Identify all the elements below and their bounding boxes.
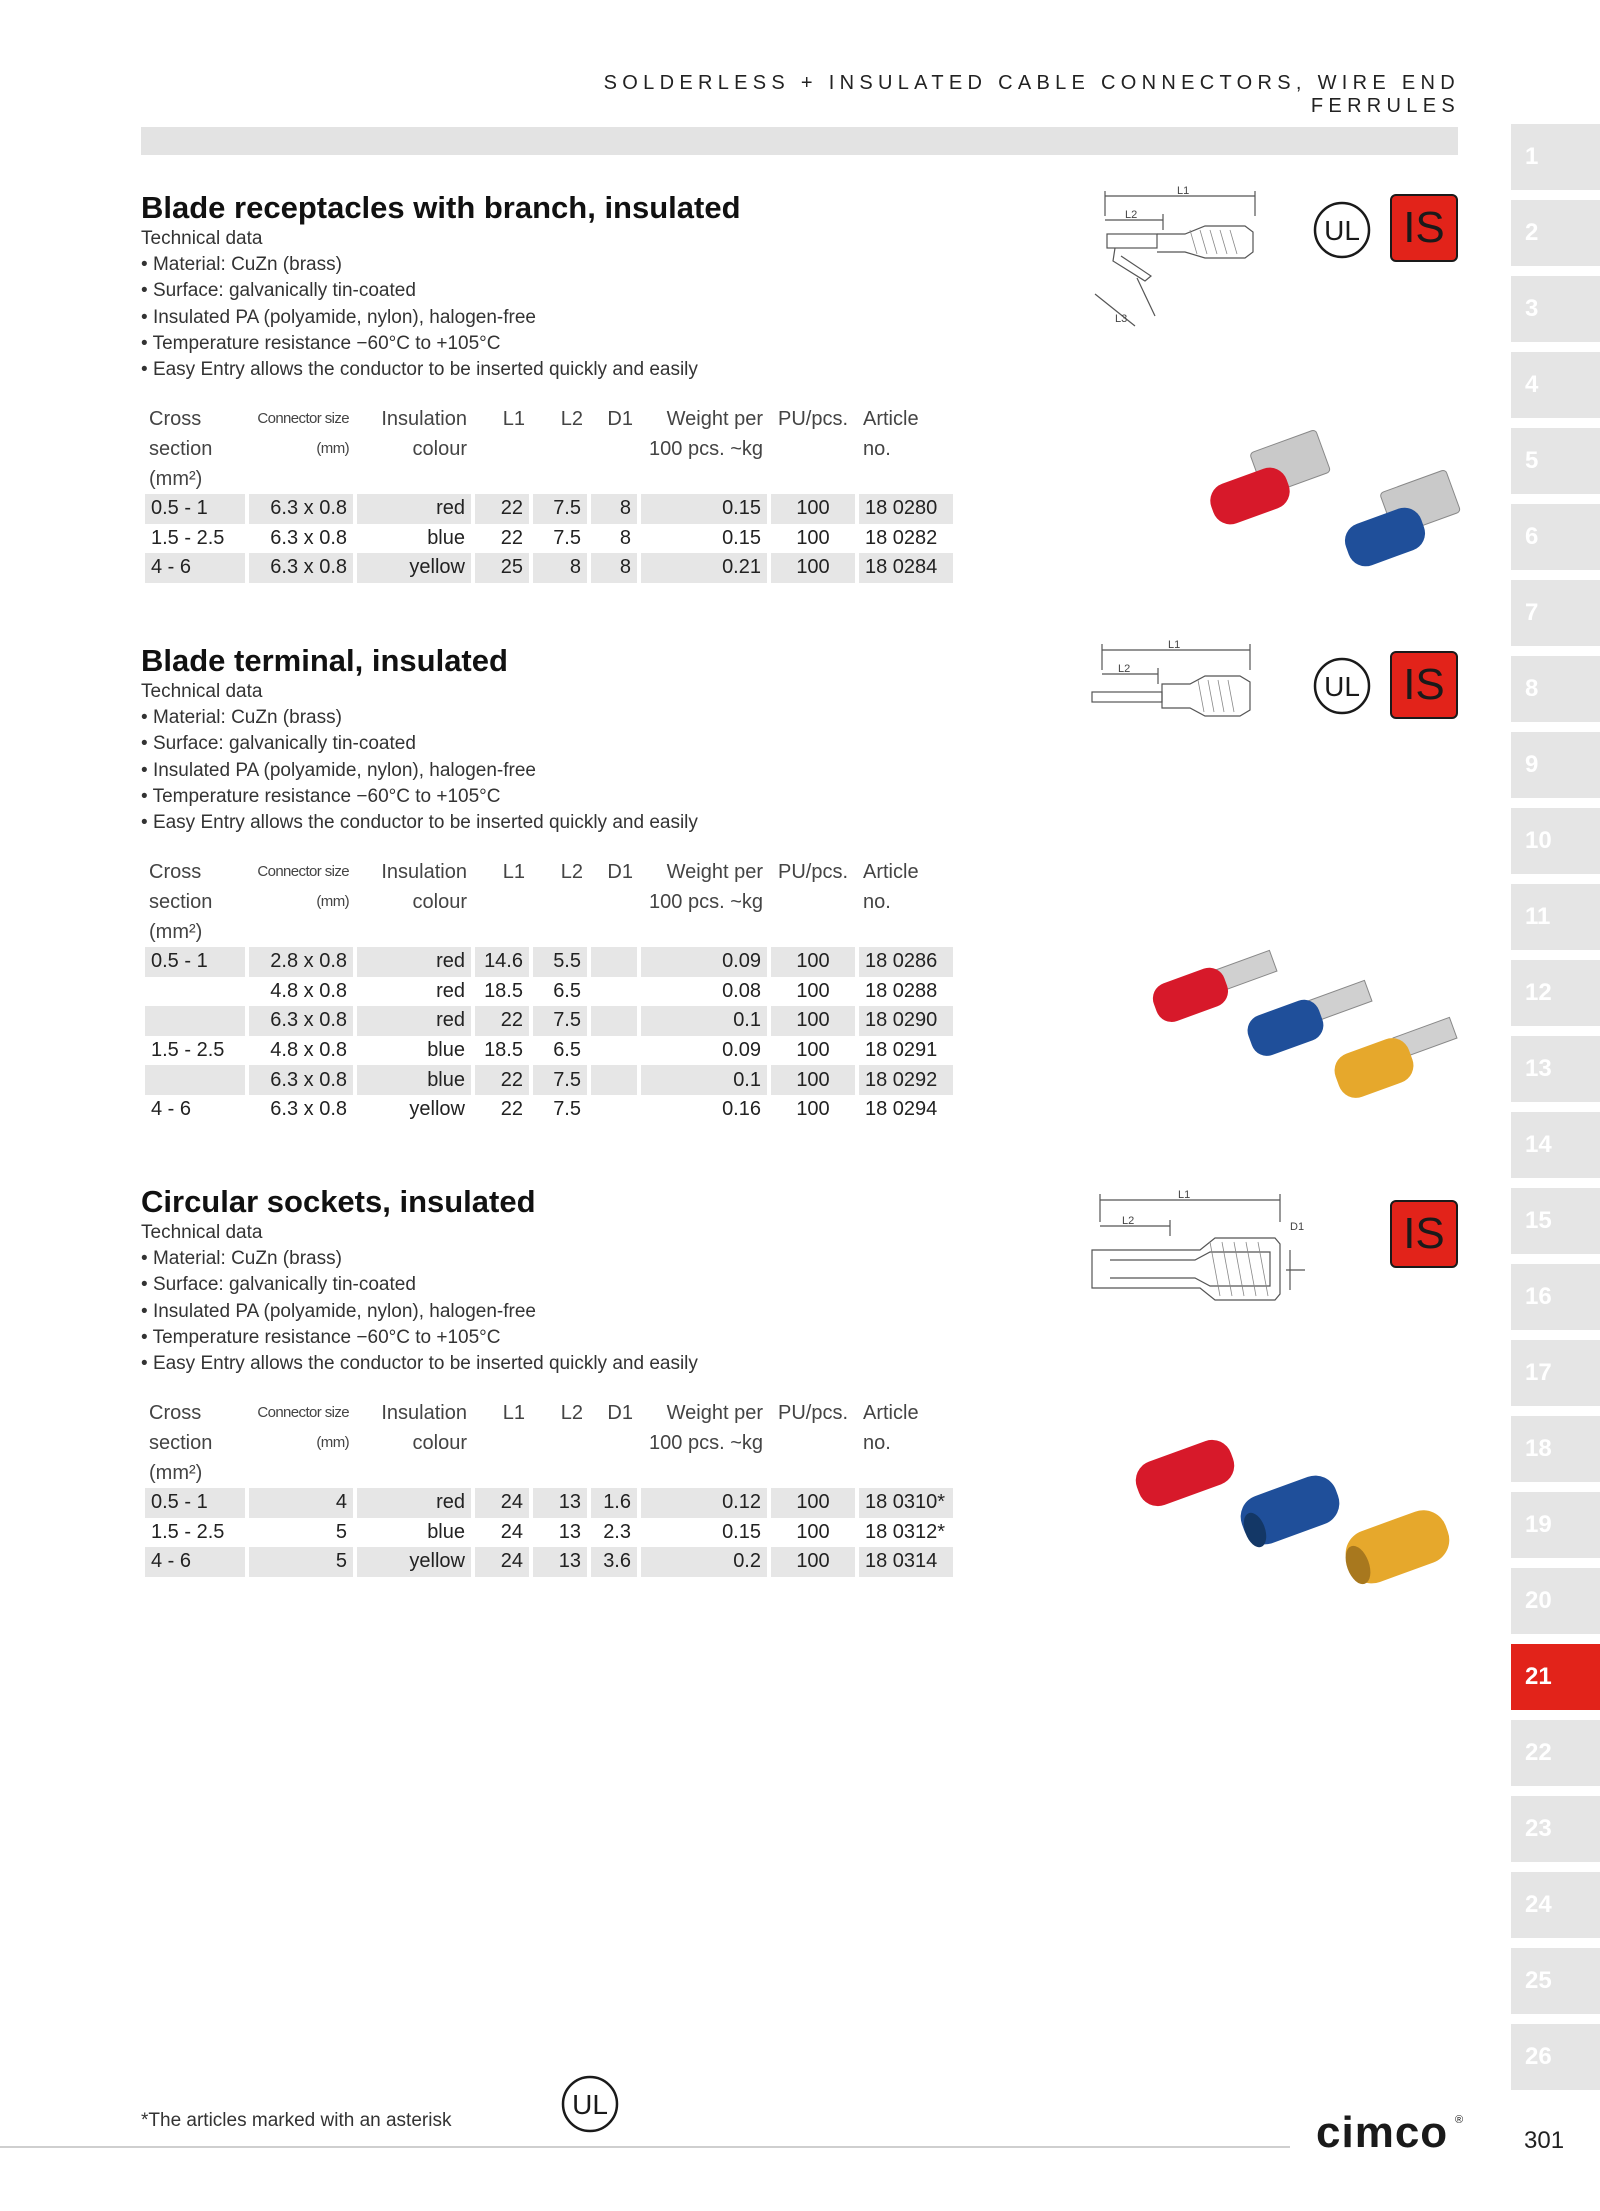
tab-21-active[interactable]: 21 <box>1511 1644 1600 1710</box>
table-row <box>145 524 953 554</box>
table-cell: 5 <box>249 1547 353 1577</box>
table-cell: 2.3 <box>603 1520 631 1543</box>
bullet-item: • Surface: galvanically tin-coated <box>141 1272 1141 1298</box>
footnote: *The articles marked with an asterisk <box>141 2110 452 2131</box>
section-blade-terminal <box>141 643 1141 836</box>
table-cell: 100 <box>796 1098 830 1121</box>
table-row <box>145 1006 953 1036</box>
col-header: Connector size (mm) <box>257 1404 349 1451</box>
table-row <box>145 1488 953 1518</box>
registered-mark-icon: ® <box>1455 2114 1464 2126</box>
table-cell: 0.21 <box>641 553 767 583</box>
drawing-label: L2 <box>1118 663 1131 675</box>
bullet-item: • Insulated PA (polyamide, nylon), halogen-free <box>141 305 1141 331</box>
table-cell <box>145 1006 245 1036</box>
tab-12[interactable]: 12 <box>1511 960 1600 1026</box>
technical-data-label: Technical data <box>141 681 263 702</box>
table-cell <box>591 947 637 977</box>
table-cell <box>591 1095 637 1125</box>
table-cell: 7.5 <box>553 526 581 549</box>
col-header: Connector size (mm) <box>257 863 349 910</box>
table-cell: 1.5 - 2.5 <box>151 526 225 549</box>
table-cell: 18 0294 <box>865 1098 938 1121</box>
tab-16[interactable]: 16 <box>1511 1264 1600 1330</box>
table-cell: 0.15 <box>722 1520 761 1543</box>
table-cell: 24 <box>475 1547 529 1577</box>
product-photo-blade-terminals <box>1145 945 1465 1115</box>
table-cell: blue <box>427 1039 465 1062</box>
table-cell: 0.15 <box>722 526 761 549</box>
chapter-tabs <box>1511 124 1600 2100</box>
tab-7[interactable]: 7 <box>1511 580 1600 646</box>
table-cell: 14.6 <box>475 947 529 977</box>
bullet-item: • Material: CuZn (brass) <box>141 1246 1141 1272</box>
table-cell: 13 <box>558 1520 581 1543</box>
table-cell: 8 <box>619 526 631 549</box>
section-title: Circular sockets, insulated <box>141 1184 536 1219</box>
table-cell: red <box>357 1488 471 1518</box>
table-cell: 5.5 <box>533 947 587 977</box>
section-blade-receptacles <box>141 190 1141 383</box>
product-photo-receptacles <box>1195 420 1475 590</box>
tab-5[interactable]: 5 <box>1511 428 1600 494</box>
table-cell: yellow <box>357 553 471 583</box>
table-cell: 100 <box>771 1065 855 1095</box>
footer-divider <box>0 2146 1290 2148</box>
col-header: PU/pcs. <box>777 1402 849 1424</box>
col-header: L1 <box>502 861 525 883</box>
table-cell: 0.5 - 1 <box>145 1488 245 1518</box>
drawing-label: L2 <box>1122 1215 1135 1227</box>
table-cell: 22 <box>475 1006 529 1036</box>
table-cell: blue <box>427 1520 465 1543</box>
table-cell: 2.8 x 0.8 <box>249 947 353 977</box>
table-cell: 18 0286 <box>859 947 953 977</box>
table-row <box>145 1065 953 1095</box>
ul-mark-icon <box>560 2073 620 2135</box>
technical-data-label: Technical data <box>141 228 263 249</box>
bullet-item: • Temperature resistance −60°C to +105°C <box>141 784 1141 810</box>
table-cell: 24 <box>475 1488 529 1518</box>
table-row <box>145 947 953 977</box>
table-cell: 18 0282 <box>865 526 938 549</box>
is-badge: IS <box>1390 194 1458 262</box>
table-cell: 100 <box>796 1039 830 1062</box>
table-cell: 8 <box>591 494 637 524</box>
table-cell: 4 - 6 <box>145 1547 245 1577</box>
table-cell: 4.8 x 0.8 <box>270 1039 347 1062</box>
bullet-item: • Insulated PA (polyamide, nylon), halogen-free <box>141 758 1141 784</box>
table-cell: 0.16 <box>722 1098 761 1121</box>
bullet-item: • Surface: galvanically tin-coated <box>141 731 1141 757</box>
table-cell: 100 <box>796 979 830 1002</box>
table-cell: 18 0314 <box>859 1547 953 1577</box>
table-cell: 18 0288 <box>865 979 938 1002</box>
header-bar <box>141 127 1458 155</box>
ul-mark-icon <box>1312 200 1372 260</box>
col-header: Weight per 100 pcs. ~kg <box>649 1402 763 1454</box>
table-cell: 6.5 <box>553 979 581 1002</box>
tab-18[interactable]: 18 <box>1511 1416 1600 1482</box>
spec-table <box>141 1398 957 1577</box>
col-header: Connector size (mm) <box>257 410 349 457</box>
table-cell: 4 <box>249 1488 353 1518</box>
table-cell: 24 <box>500 1520 523 1543</box>
table-cell: 0.09 <box>641 947 767 977</box>
col-header: L2 <box>560 408 583 430</box>
table-cell: 1.5 - 2.5 <box>151 1039 225 1062</box>
col-header: Article no. <box>863 408 919 460</box>
technical-data-label: Technical data <box>141 1222 263 1243</box>
section-title: Blade terminal, insulated <box>141 643 508 678</box>
table-cell: yellow <box>357 1547 471 1577</box>
table-cell <box>591 1065 637 1095</box>
table-row <box>145 494 953 524</box>
table-cell: 100 <box>796 526 830 549</box>
tab-6[interactable]: 6 <box>1511 504 1600 570</box>
tab-13[interactable]: 13 <box>1511 1036 1600 1102</box>
col-header: D1 <box>607 408 633 430</box>
table-cell: 22 <box>475 1065 529 1095</box>
table-cell: 22 <box>500 1098 523 1121</box>
table-cell: 5 <box>335 1520 347 1543</box>
drawing-label: D1 <box>1290 1221 1305 1233</box>
col-header: L2 <box>560 861 583 883</box>
tab-10[interactable]: 10 <box>1511 808 1600 874</box>
table-row <box>145 1095 953 1125</box>
tab-22[interactable]: 22 <box>1511 1720 1600 1786</box>
table-cell: 18 0280 <box>859 494 953 524</box>
bullet-item: • Temperature resistance −60°C to +105°C <box>141 1325 1141 1351</box>
is-badge: IS <box>1390 651 1458 719</box>
table-cell: 18 0290 <box>859 1006 953 1036</box>
table-row <box>145 1036 953 1066</box>
is-badge: IS <box>1390 1200 1458 1268</box>
table-cell: 6.3 x 0.8 <box>270 526 347 549</box>
bullet-item: • Easy Entry allows the conductor to be inserted quickly and easily <box>141 810 1141 836</box>
bullet-item: • Material: CuZn (brass) <box>141 252 1141 278</box>
table-cell: 6.3 x 0.8 <box>270 1098 347 1121</box>
col-header: D1 <box>607 1402 633 1424</box>
page-number: 301 <box>1524 2127 1565 2154</box>
tab-15[interactable]: 15 <box>1511 1188 1600 1254</box>
col-header: Insulation colour <box>381 861 467 913</box>
table-cell: 13 <box>533 1547 587 1577</box>
table-cell: 6.3 x 0.8 <box>249 553 353 583</box>
col-header: Weight per 100 pcs. ~kg <box>649 861 763 913</box>
table-cell: 0.5 - 1 <box>145 494 245 524</box>
table-row <box>145 977 953 1007</box>
table-cell: 7.5 <box>533 1065 587 1095</box>
drawing-label: L3 <box>1115 313 1128 325</box>
table-cell: 1.5 - 2.5 <box>151 1520 225 1543</box>
technical-drawing-circular-socket <box>1080 1190 1320 1320</box>
col-header: D1 <box>607 861 633 883</box>
table-cell: 7.5 <box>533 1006 587 1036</box>
table-cell: 18.5 <box>484 1039 523 1062</box>
col-header: Article no. <box>863 861 919 913</box>
table-row <box>145 1547 953 1577</box>
tab-1[interactable]: 1 <box>1511 124 1600 190</box>
table-cell <box>145 977 245 1007</box>
section-title: Blade receptacles with branch, insulated <box>141 190 741 225</box>
table-cell: 8 <box>591 553 637 583</box>
tab-8[interactable]: 8 <box>1511 656 1600 722</box>
table-cell: 18 0292 <box>859 1065 953 1095</box>
table-cell: 100 <box>771 553 855 583</box>
col-header: Cross section (mm²) <box>149 861 213 943</box>
table-cell: 3.6 <box>591 1547 637 1577</box>
table-cell: 4 - 6 <box>151 1098 192 1121</box>
drawing-label: L2 <box>1125 209 1138 221</box>
table-cell: 100 <box>771 1547 855 1577</box>
table-cell <box>591 977 637 1007</box>
table-cell: 6.3 x 0.8 <box>249 494 353 524</box>
tab-11[interactable]: 11 <box>1511 884 1600 950</box>
table-cell: 0.1 <box>641 1065 767 1095</box>
cimco-logo: cimco <box>1316 2108 1449 2157</box>
table-cell: 18.5 <box>484 979 523 1002</box>
drawing-label: L1 <box>1168 640 1181 651</box>
drawing-label: L1 <box>1177 186 1190 197</box>
table-cell: 18 0310* <box>859 1488 953 1518</box>
tab-26[interactable]: 26 <box>1511 2024 1600 2090</box>
tab-23[interactable]: 23 <box>1511 1796 1600 1862</box>
col-header: Article no. <box>863 1402 919 1454</box>
table-cell: 6.3 x 0.8 <box>249 1006 353 1036</box>
table-cell: 0.5 - 1 <box>145 947 245 977</box>
col-header: PU/pcs. <box>777 861 849 883</box>
col-header: Insulation colour <box>381 408 467 460</box>
table-cell: 0.15 <box>641 494 767 524</box>
table-cell: 6.5 <box>553 1039 581 1062</box>
table-cell: 22 <box>500 526 523 549</box>
table-cell: 7.5 <box>553 1098 581 1121</box>
bullet-item: • Temperature resistance −60°C to +105°C <box>141 331 1141 357</box>
table-cell: red <box>357 1006 471 1036</box>
product-photo-circular-sockets <box>1130 1430 1470 1590</box>
col-header: L1 <box>502 408 525 430</box>
table-cell: 0.09 <box>722 1039 761 1062</box>
table-cell: red <box>357 494 471 524</box>
table-cell: 100 <box>771 494 855 524</box>
table-cell: 25 <box>475 553 529 583</box>
table-cell: 100 <box>771 947 855 977</box>
tab-20[interactable]: 20 <box>1511 1568 1600 1634</box>
tab-4[interactable]: 4 <box>1511 352 1600 418</box>
tab-25[interactable]: 25 <box>1511 1948 1600 2014</box>
table-row <box>145 553 953 583</box>
table-cell: 100 <box>771 1488 855 1518</box>
col-header: PU/pcs. <box>777 408 849 430</box>
col-header: L2 <box>560 1402 583 1424</box>
table-cell: 100 <box>771 1006 855 1036</box>
spec-table <box>141 404 957 583</box>
table-cell: 6.3 x 0.8 <box>249 1065 353 1095</box>
col-header: Weight per 100 pcs. ~kg <box>649 408 763 460</box>
table-cell: 1.6 <box>591 1488 637 1518</box>
table-cell: 7.5 <box>533 494 587 524</box>
section-circular-sockets <box>141 1184 1141 1377</box>
table-cell: 18 0284 <box>859 553 953 583</box>
technical-drawing-blade-terminal <box>1090 640 1260 740</box>
bullet-item: • Insulated PA (polyamide, nylon), halogen-free <box>141 1299 1141 1325</box>
page-header-title: SOLDERLESS + INSULATED CABLE CONNECTORS, WIRE END FERRULES <box>603 72 1460 117</box>
tab-17[interactable]: 17 <box>1511 1340 1600 1406</box>
table-cell: 18 0291 <box>865 1039 938 1062</box>
table-cell: 0.08 <box>722 979 761 1002</box>
table-cell: 4.8 x 0.8 <box>270 979 347 1002</box>
table-cell <box>591 1036 637 1066</box>
ul-mark-text: UL <box>1324 215 1360 246</box>
table-cell: 4 - 6 <box>145 553 245 583</box>
table-row <box>145 1518 953 1548</box>
tab-24[interactable]: 24 <box>1511 1872 1600 1938</box>
ul-mark-icon <box>1312 656 1372 716</box>
table-cell: 8 <box>533 553 587 583</box>
col-header: Cross section (mm²) <box>149 1402 213 1484</box>
col-header: Insulation colour <box>381 1402 467 1454</box>
table-cell: 100 <box>796 1520 830 1543</box>
col-header: Cross section (mm²) <box>149 408 213 490</box>
table-cell: 0.2 <box>641 1547 767 1577</box>
ul-mark-text: UL <box>572 2089 608 2120</box>
col-header: L1 <box>502 1402 525 1424</box>
bullet-item: • Easy Entry allows the conductor to be inserted quickly and easily <box>141 1351 1141 1377</box>
drawing-label: L1 <box>1178 1190 1191 1201</box>
spec-table <box>141 857 957 1125</box>
table-cell: 13 <box>533 1488 587 1518</box>
tab-3[interactable]: 3 <box>1511 276 1600 342</box>
bullet-item: • Easy Entry allows the conductor to be inserted quickly and easily <box>141 357 1141 383</box>
bullet-item: • Surface: galvanically tin-coated <box>141 278 1141 304</box>
tab-19[interactable]: 19 <box>1511 1492 1600 1558</box>
table-cell <box>591 1006 637 1036</box>
tab-2[interactable]: 2 <box>1511 200 1600 266</box>
table-cell <box>145 1065 245 1095</box>
table-cell: yellow <box>409 1098 465 1121</box>
bullet-item: • Material: CuZn (brass) <box>141 705 1141 731</box>
table-cell: 0.12 <box>641 1488 767 1518</box>
tab-14[interactable]: 14 <box>1511 1112 1600 1178</box>
table-cell: red <box>357 947 471 977</box>
table-cell: blue <box>427 526 465 549</box>
table-cell: red <box>436 979 465 1002</box>
table-cell: 18 0312* <box>865 1520 946 1543</box>
table-cell: 0.1 <box>641 1006 767 1036</box>
technical-drawing-receptacle-branch <box>1085 186 1260 346</box>
table-cell: blue <box>357 1065 471 1095</box>
tab-9[interactable]: 9 <box>1511 732 1600 798</box>
table-cell: 22 <box>475 494 529 524</box>
ul-mark-text: UL <box>1324 671 1360 702</box>
